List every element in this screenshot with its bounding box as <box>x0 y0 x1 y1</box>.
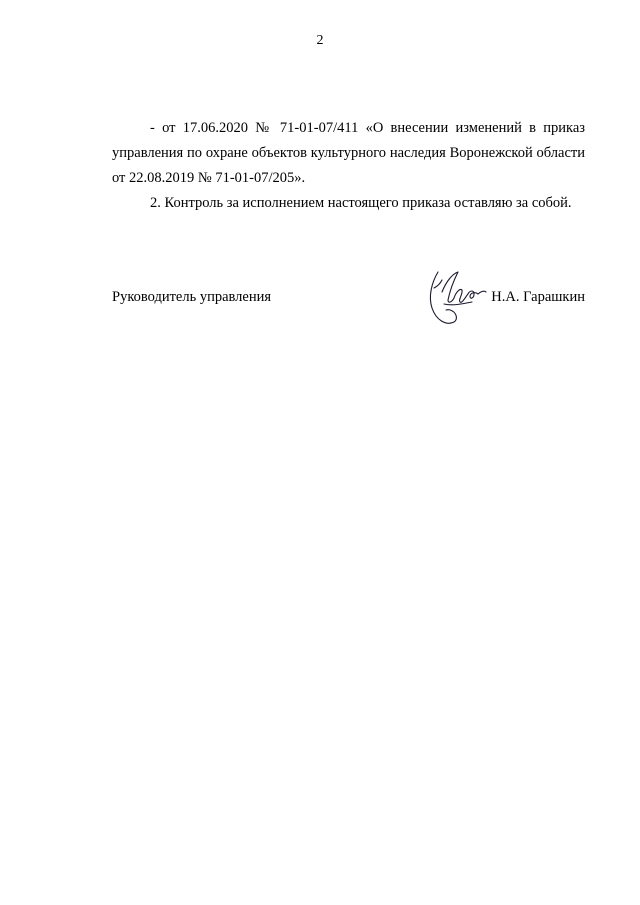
signature-block <box>112 278 585 338</box>
amendment-paragraph: - от 17.06.2020 № 71-01-07/411 «О внесении изменений в приказ управления по охране объектов культурного наследия Воронежской области от 22.08.2019 № 71-01-07/205». <box>112 120 585 186</box>
document-body <box>112 116 585 216</box>
control-paragraph: 2. Контроль за исполнением настоящего приказа оставляю за собой. <box>150 195 572 211</box>
page-number: 2 <box>316 33 324 48</box>
handwritten-signature <box>424 264 490 332</box>
signer-name: Н.А. Гарашкин <box>491 289 585 305</box>
signer-position: Руководитель управления <box>112 289 272 305</box>
